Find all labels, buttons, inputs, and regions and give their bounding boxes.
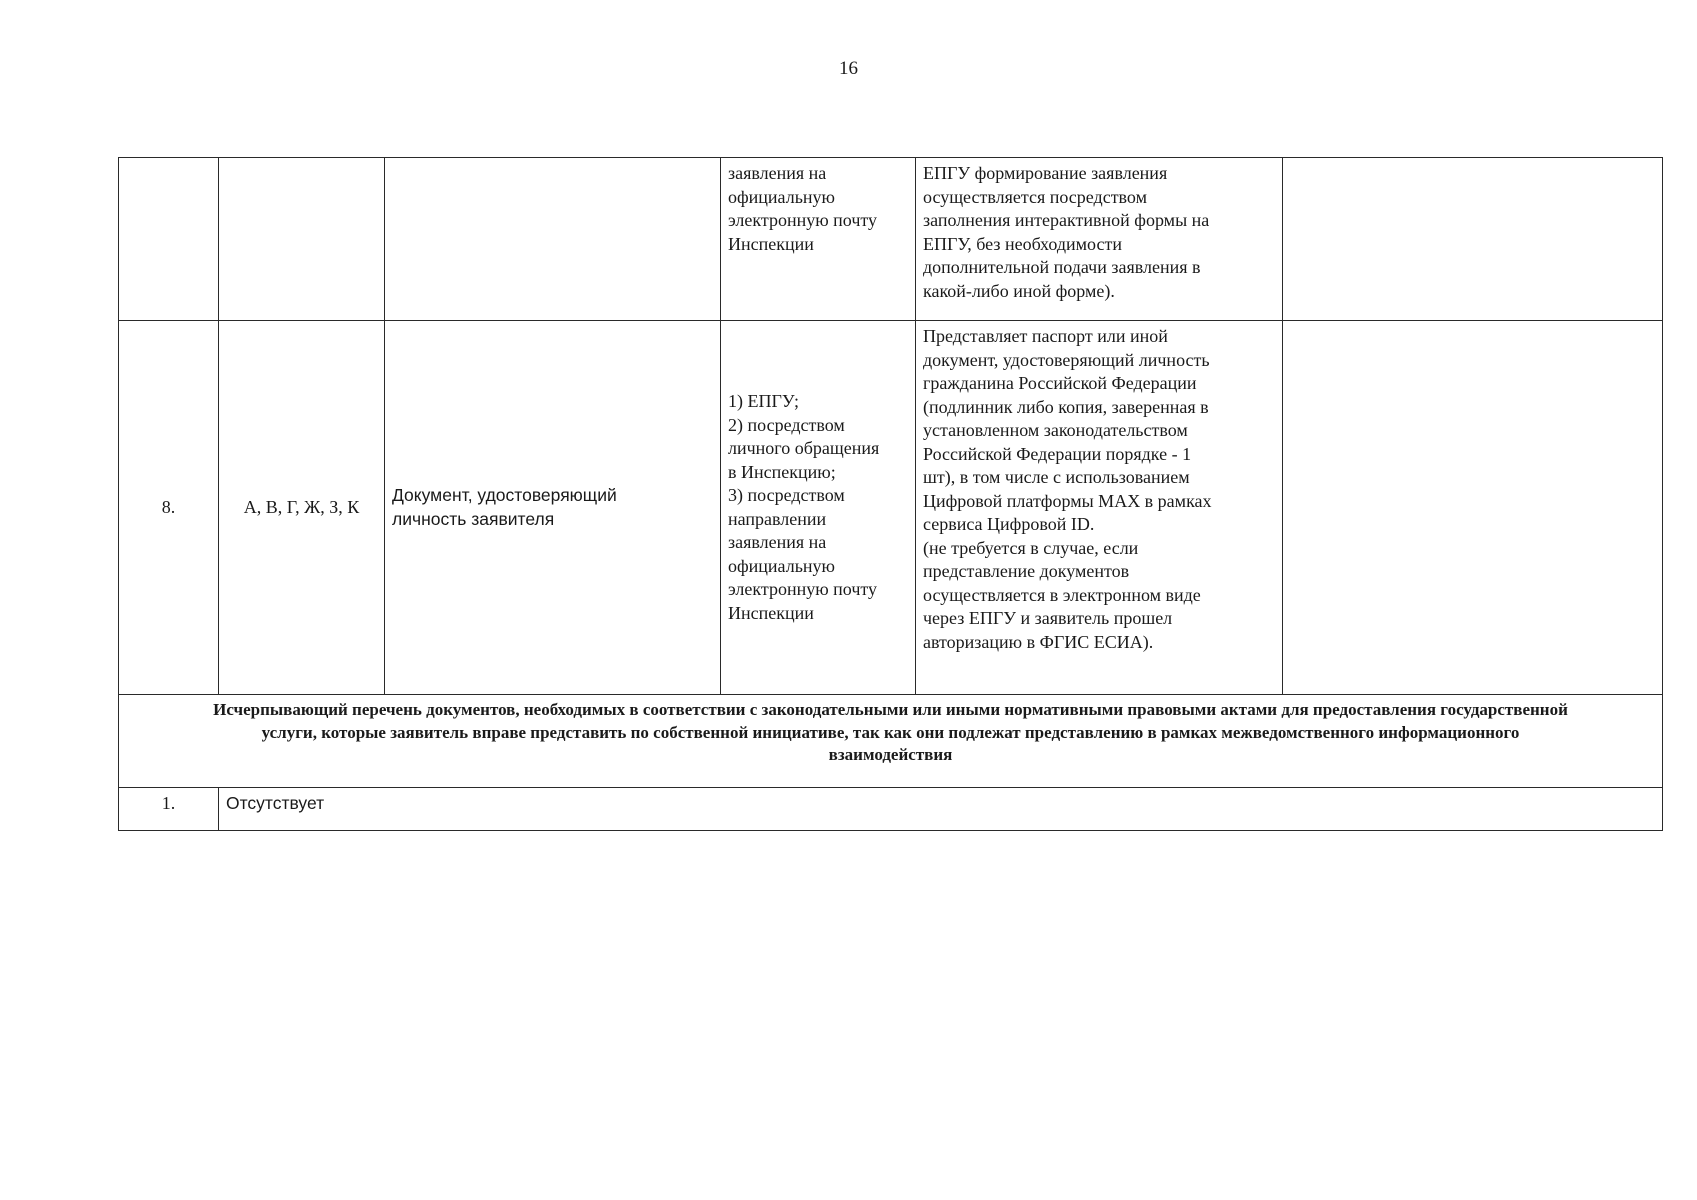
cell-requirements — [916, 321, 1283, 695]
cell-applicant-categories: А, В, Г, Ж, З, К — [219, 321, 385, 695]
text-line: через ЕПГУ и заявитель прошел — [923, 608, 1173, 628]
text-line: авторизацию в ФГИС ЕСИА). — [923, 631, 1154, 652]
text-line: какой-либо иной форме). — [923, 280, 1115, 301]
text-line: сервиса Цифровой ID. — [923, 514, 1095, 534]
text-line: (подлинник либо копия, заверенная в — [923, 396, 1209, 417]
text-line: услуги, которые заявитель вправе представить по собственной инициативе, так как они подлежат представлению в рамках межведомственного информационного — [261, 722, 1520, 742]
text-line: установленном законодательством — [923, 420, 1188, 440]
cell-submission-methods — [721, 321, 916, 695]
cell-notes-empty — [1283, 321, 1663, 695]
table-row-continuation — [119, 158, 1663, 321]
cell-number-empty — [119, 158, 219, 321]
text-line: направлении — [728, 508, 827, 529]
text-line: заполнения интерактивной формы на — [923, 210, 1210, 230]
text-line: Документ, удостоверяющий — [392, 485, 617, 505]
text-line: 1) ЕПГУ; — [728, 391, 799, 411]
text-line: заявления на — [728, 532, 827, 552]
text-line: электронную почту — [728, 210, 878, 230]
cell-row-number: 8. — [119, 321, 219, 695]
text-line: Российской Федерации порядке - 1 — [923, 443, 1192, 464]
text-line: личность заявителя — [392, 508, 555, 529]
text-line: взаимодействия — [828, 745, 953, 764]
documents-table — [118, 157, 1663, 831]
table-row-1 — [119, 788, 1663, 831]
text-line: официальную — [728, 186, 835, 207]
table-row-8 — [119, 321, 1663, 695]
cell-document-name — [385, 321, 721, 695]
text-line: Представляет паспорт или иной — [923, 326, 1168, 346]
text-line: заявления на — [728, 163, 827, 183]
text-line: осуществляется посредством — [923, 186, 1147, 207]
text-line: гражданина Российской Федерации — [923, 373, 1197, 393]
page-number: 16 — [839, 58, 858, 79]
text-line: 3) посредством — [728, 485, 845, 505]
text-line: Инспекции — [728, 602, 814, 623]
text-line: ЕПГУ, без необходимости — [923, 233, 1122, 254]
text-line: личного обращения — [728, 438, 880, 458]
text-line: в Инспекцию; — [728, 461, 836, 482]
text-line: документ, удостоверяющий личность — [923, 349, 1210, 370]
text-line: шт), в том числе с использованием — [923, 467, 1190, 487]
cell-categories-empty — [219, 158, 385, 321]
text-line: электронную почту — [728, 579, 878, 599]
text-line: Исчерпывающий перечень документов, необходимых в соответствии с законодательными или иными нормативными правовыми актами для предоставления государственной — [213, 700, 1568, 719]
cell-requirements — [916, 158, 1283, 321]
cell-notes-empty — [1283, 158, 1663, 321]
text-line: осуществляется в электронном виде — [923, 584, 1201, 605]
text-line: (не требуется в случае, если — [923, 537, 1139, 558]
text-line: представление документов — [923, 561, 1130, 581]
text-line: Инспекции — [728, 233, 814, 254]
text-line: ЕПГУ формирование заявления — [923, 163, 1168, 183]
section-header-row — [119, 695, 1663, 788]
section-header — [119, 695, 1663, 788]
cell-submission-methods — [721, 158, 916, 321]
text-line: Цифровой платформы MAX в рамках — [923, 490, 1212, 511]
cell-document-empty — [385, 158, 721, 321]
text-line: 2) посредством — [728, 414, 845, 435]
cell-absent-text: Отсутствует — [219, 788, 1663, 831]
text-line: официальную — [728, 555, 835, 576]
text-line: дополнительной подачи заявления в — [923, 257, 1201, 277]
cell-row-number: 1. — [119, 788, 219, 831]
